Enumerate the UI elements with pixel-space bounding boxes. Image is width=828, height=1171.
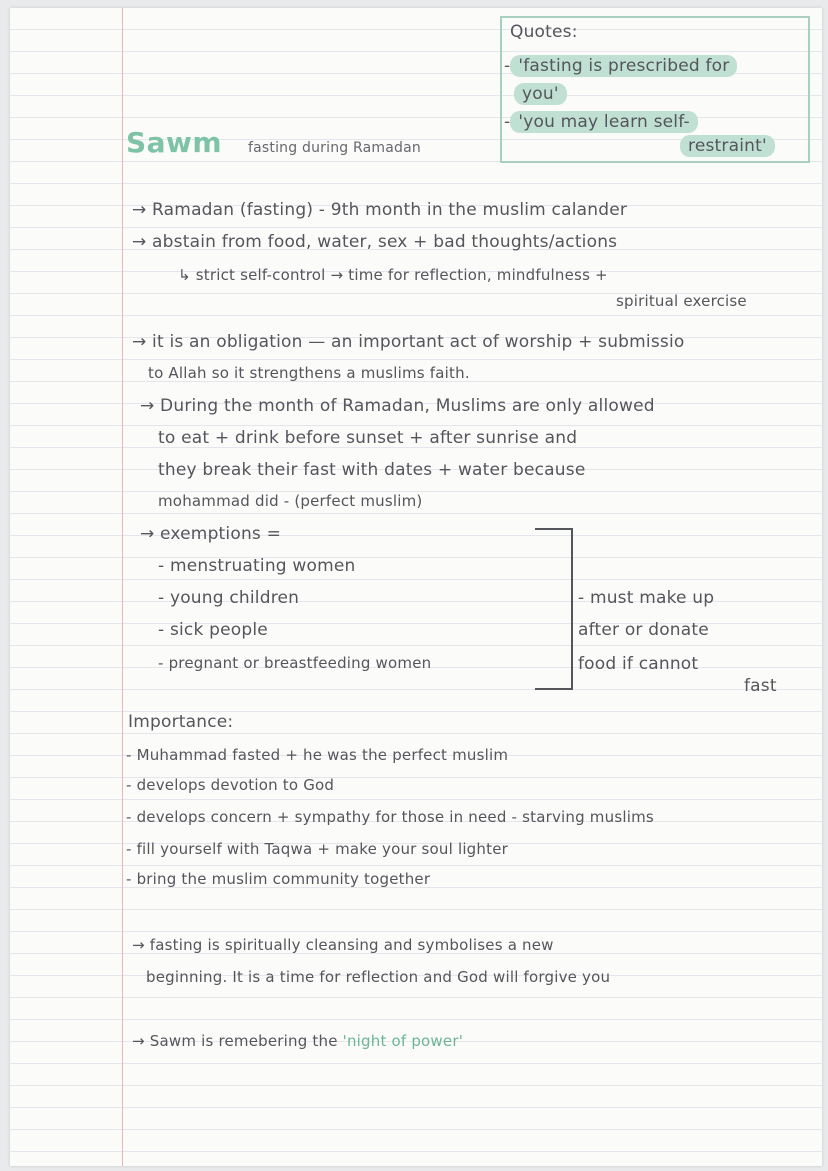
importance-item: - develops concern + sympathy for those in need - starving muslims xyxy=(126,808,654,826)
closing-night-of-power-text: → Sawm is remebering the xyxy=(132,1032,338,1050)
point-exemptions: → exemptions = xyxy=(140,524,282,544)
margin-line xyxy=(122,8,123,1166)
point-during-ramadan-3: they break their fast with dates + water because xyxy=(158,460,586,480)
exemptions-bracket xyxy=(535,528,573,690)
quote-2-highlight: 'you may learn self- xyxy=(510,111,697,133)
point-during-ramadan-4: mohammad did - (perfect muslim) xyxy=(158,492,423,510)
importance-item: - Muhammad fasted + he was the perfect muslim xyxy=(126,746,509,764)
quote-1-line-1: - 'fasting is prescribed for xyxy=(504,56,737,76)
quote-2-line-1: - 'you may learn self- xyxy=(504,112,698,132)
point-obligation: → it is an obligation — an important act of worship + submissio xyxy=(132,332,685,352)
exemption-note-2: after or donate xyxy=(578,620,709,640)
closing-cleansing-cont: beginning. It is a time for reflection and God will forgive you xyxy=(146,968,611,986)
exemption-item: - sick people xyxy=(158,620,268,640)
exemption-note-4: fast xyxy=(744,676,777,696)
closing-night-of-power xyxy=(132,1032,463,1050)
exemption-note-3: food if cannot xyxy=(578,654,699,674)
page-title: Sawm xyxy=(126,126,223,159)
exemption-item: - pregnant or breastfeeding women xyxy=(158,654,432,672)
notebook-page xyxy=(10,8,822,1166)
point-abstain: → abstain from food, water, sex + bad thoughts/actions xyxy=(132,232,618,252)
importance-item: - fill yourself with Taqwa + make your soul lighter xyxy=(126,840,508,858)
point-during-ramadan: → During the month of Ramadan, Muslims are only allowed xyxy=(140,396,655,416)
exemption-note-1: - must make up xyxy=(578,588,715,608)
point-self-control-cont: spiritual exercise xyxy=(616,292,747,310)
exemption-item: - young children xyxy=(158,588,300,608)
quote-1-line-2 xyxy=(514,84,567,104)
quote-1-highlight: 'fasting is prescribed for xyxy=(510,55,737,77)
quote-2-highlight-end: restraint' xyxy=(680,135,775,157)
point-self-control: ↳ strict self-control → time for reflection, mindfulness + xyxy=(178,266,608,284)
night-of-power-highlight: 'night of power' xyxy=(342,1032,464,1050)
quotes-title: Quotes: xyxy=(510,22,578,42)
importance-item: - bring the muslim community together xyxy=(126,870,431,888)
importance-title: Importance: xyxy=(128,712,234,732)
quote-1-highlight-end: you' xyxy=(514,83,567,105)
exemption-item: - menstruating women xyxy=(158,556,356,576)
point-during-ramadan-2: to eat + drink before sunset + after sunrise and xyxy=(158,428,578,448)
quote-2-line-2 xyxy=(680,136,775,156)
point-ramadan: → Ramadan (fasting) - 9th month in the muslim calander xyxy=(132,200,628,220)
closing-cleansing: → fasting is spiritually cleansing and symbolises a new xyxy=(132,936,554,954)
importance-item: - develops devotion to God xyxy=(126,776,335,794)
point-obligation-cont: to Allah so it strengthens a muslims faith. xyxy=(148,364,470,382)
page-subtitle: fasting during Ramadan xyxy=(248,140,421,156)
